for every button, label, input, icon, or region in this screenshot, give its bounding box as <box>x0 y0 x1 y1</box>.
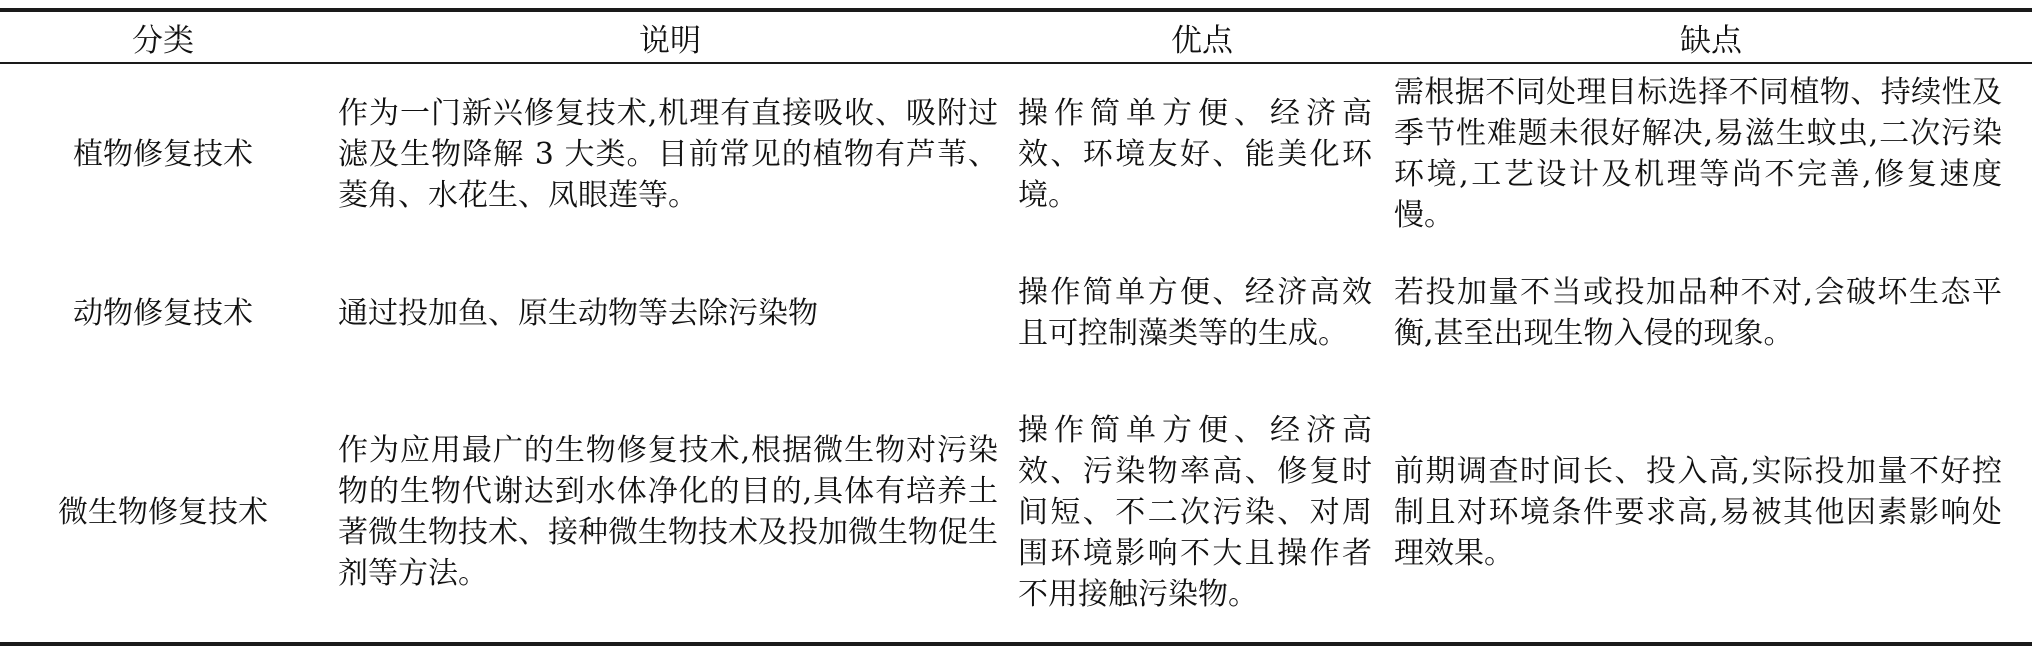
table-row <box>0 382 2032 644</box>
cell-description: 作为一门新兴修复技术,机理有直接吸收、吸附过滤及生物降解 3 大类。目前常见的植物有芦苇、菱角、水花生、凤眼莲等。 <box>338 95 998 213</box>
header-row <box>0 10 2032 63</box>
cell-category: 微生物修复技术 <box>0 382 326 644</box>
header-description: 说明 <box>326 10 1014 63</box>
header-disadvantages: 缺点 <box>1390 10 2032 63</box>
cell-category: 动物修复技术 <box>73 295 253 331</box>
header-category: 分类 <box>0 10 326 63</box>
header-advantages: 优点 <box>1014 10 1390 63</box>
cell-disadvantages: 需根据不同处理目标选择不同植物、持续性及季节性难题未很好解决,易滋生蚊虫,二次污染环境,工艺设计及机理等尚不完善,修复速度慢。 <box>1394 75 2002 233</box>
cell-advantages: 操作简单方便、经济高效且可控制藻类等的生成。 <box>1018 275 1372 351</box>
cell-advantages: 操作简单方便、经济高效、污染物率高、修复时间短、不二次污染、对周围环境影响不大且操作者不用接触污染物。 <box>1014 382 1390 644</box>
bioremediation-comparison-table <box>0 8 2032 646</box>
cell-advantages: 操作简单方便、经济高效、环境友好、能美化环境。 <box>1018 95 1372 213</box>
cell-description: 作为应用最广的生物修复技术,根据微生物对污染物的生物代谢达到水体净化的目的,具体有培养土著微生物技术、接种微生物技术及投加微生物促生剂等方法。 <box>326 382 1014 644</box>
cell-disadvantages: 前期调查时间长、投入高,实际投加量不好控制且对环境条件要求高,易被其他因素影响处理效果。 <box>1390 382 2032 644</box>
table-body <box>0 63 2032 644</box>
table-row <box>0 244 2032 382</box>
cell-category: 植物修复技术 <box>73 136 253 172</box>
cell-disadvantages: 若投加量不当或投加品种不对,会破坏生态平衡,甚至出现生物入侵的现象。 <box>1394 275 2002 351</box>
table-header <box>0 10 2032 63</box>
table-row <box>0 63 2032 244</box>
cell-description: 通过投加鱼、原生动物等去除污染物 <box>338 295 818 331</box>
